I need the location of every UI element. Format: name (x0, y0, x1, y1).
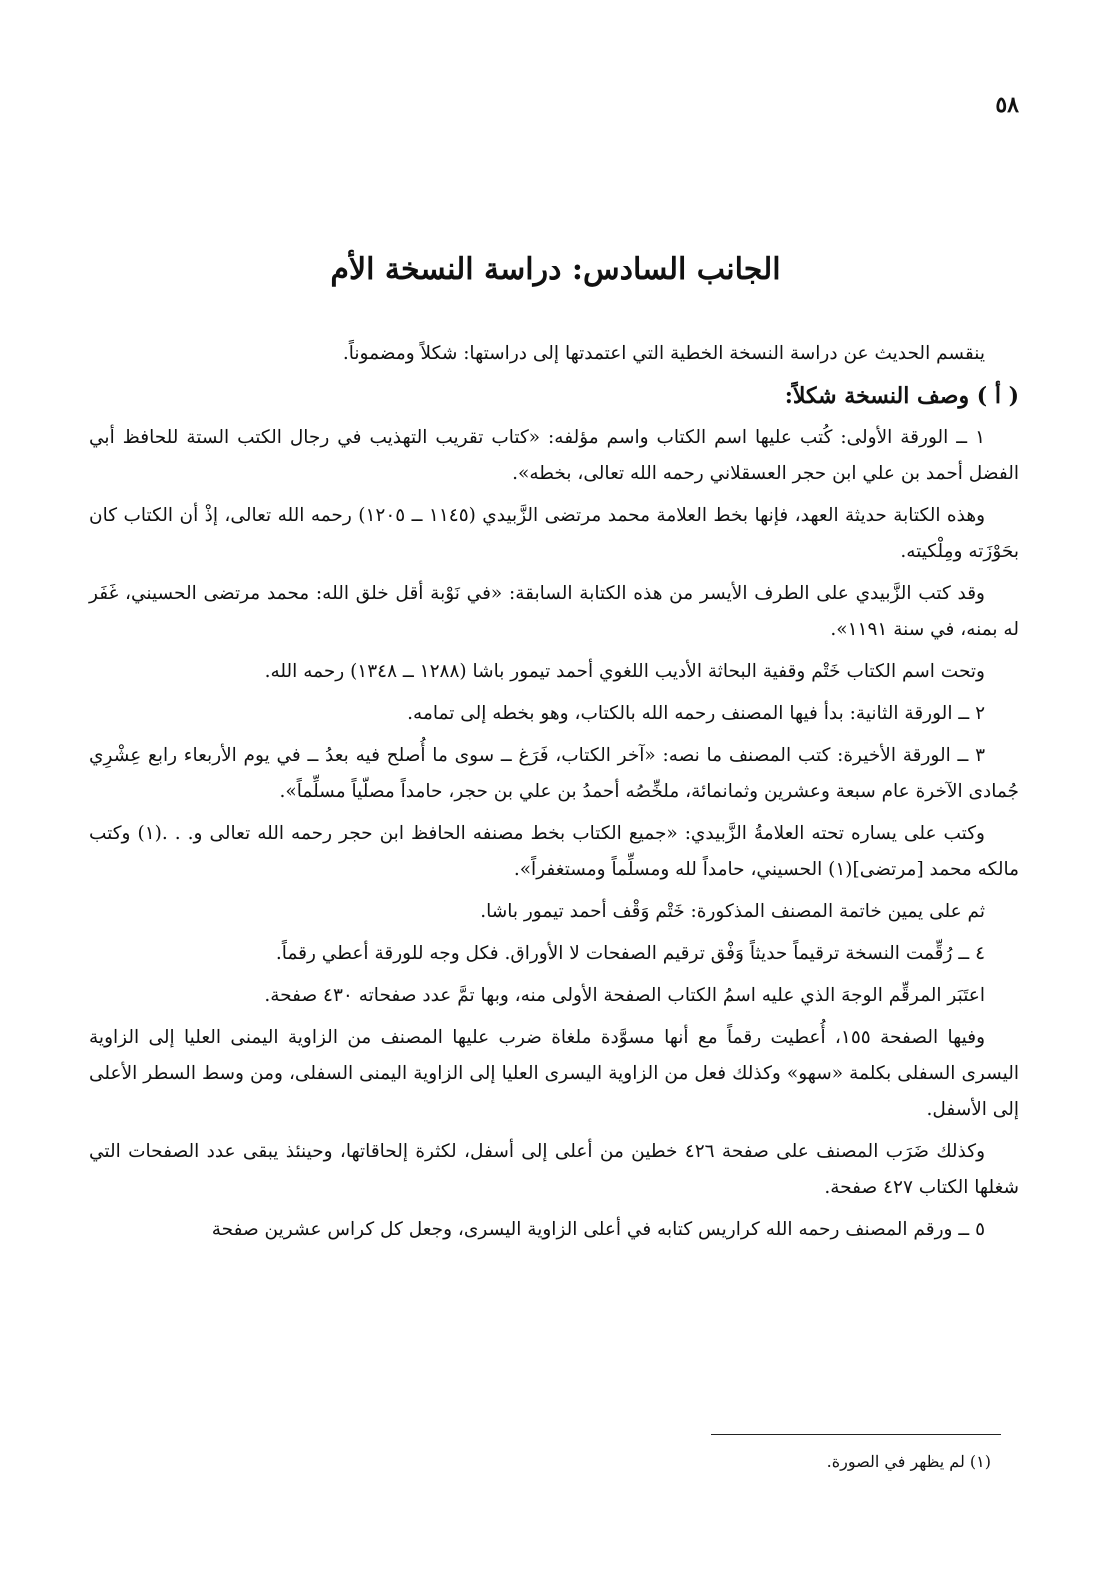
paragraph-item-11: وفيها الصفحة ١٥٥، أُعطيت رقماً مع أنها مسوَّدة ملغاة ضرب عليها المصنف من الزاوية اليمنى العليا إلى الزاوية اليسرى السفلى بكلمة «سهو» وكذلك فعل من الزاوية اليسرى العليا إلى الزاوية اليمنى السفلى، ومن وسط السطر الأعلى إلى الأسفل. (89, 1027, 1019, 1120)
intro-paragraph: ينقسم الحديث عن دراسة النسخة الخطية التي اعتمدتها إلى دراستها: شكلاً ومضموناً. (342, 343, 985, 364)
paragraph-item-6: ٣ ــ الورقة الأخيرة: كتب المصنف ما نصه: «آخر الكتاب، فَرَغ ــ سوى ما أُصلح فيه بعدُ ــ في يوم الأربعاء رابع عِشْرِي جُمادى الآخرة عام سبعة وعشرين وثمانمائة، ملخِّصُه أحمدُ بن علي بن حجر، حامداً مصلّياً مسلِّماً». (89, 745, 1019, 802)
section-heading: ( أ ) وصف النسخة شكلاً: (784, 383, 1019, 409)
footnote: (١) لم يظهر في الصورة. (826, 1452, 991, 1471)
chapter-title: الجانب السادس: دراسة النسخة الأم (330, 252, 781, 287)
paragraph-item-1: ١ ــ الورقة الأولى: كُتب عليها اسم الكتاب واسم مؤلفه: «كتاب تقريب التهذيب في رجال الكتب الستة للحافظ أبي الفضل أحمد بن علي ابن حجر العسقلاني رحمه الله تعالى، بخطه». (89, 427, 1019, 484)
paragraph-item-7: وكتب على يساره تحته العلامةُ الزَّبيدي: «جميع الكتاب بخط مصنفه الحافظ ابن حجر رحمه الله تعالى و. . .(١) وكتب مالكه محمد [مرتضى](١) الحسيني، حامداً لله ومسلِّماً ومستغفراً». (89, 823, 1019, 880)
paragraph-item-2: وهذه الكتابة حديثة العهد، فإنها بخط العلامة محمد مرتضى الزَّبيدي (١١٤٥ ــ ١٢٠٥) رحمه الله تعالى، إذْ أن الكتاب كان بحَوْزَته ومِلْكيته. (89, 505, 1019, 562)
paragraph-item-9: ٤ ــ رُقِّمت النسخة ترقيماً حديثاً وَفْق ترقيم الصفحات لا الأوراق. فكل وجه للورقة أعطي رقماً. (275, 943, 985, 964)
paragraph-item-8: ثم على يمين خاتمة المصنف المذكورة: خَتْم وَقْف أحمد تيمور باشا. (480, 901, 985, 922)
footnote-divider (711, 1434, 1001, 1435)
paragraph-item-4: وتحت اسم الكتاب خَتْم وقفية البحاثة الأديب اللغوي أحمد تيمور باشا (١٢٨٨ ــ ١٣٤٨) رحمه الله. (264, 661, 985, 682)
page-number: ٥٨ (995, 92, 1019, 118)
paragraph-item-13: ٥ ــ ورقم المصنف رحمه الله كراريس كتابه في أعلى الزاوية اليسرى، وجعل كل كراس عشرين صفحة (211, 1219, 985, 1240)
paragraph-item-3: وقد كتب الزَّبيدي على الطرف الأيسر من هذه الكتابة السابقة: «في نَوْبة أقل خلق الله: محمد مرتضى الحسيني، غَفَر له بمنه، في سنة ١١٩١». (89, 583, 1019, 640)
paragraph-item-10: اعتَبَر المرقِّم الوجهَ الذي عليه اسمُ الكتاب الصفحة الأولى منه، وبها تمَّ عدد صفحاته ٤٣٠ صفحة. (264, 985, 985, 1006)
paragraph-item-5: ٢ ــ الورقة الثانية: بدأ فيها المصنف رحمه الله بالكتاب، وهو بخطه إلى تمامه. (407, 703, 985, 724)
page-content (89, 336, 1019, 1254)
paragraph-item-12: وكذلك ضَرَب المصنف على صفحة ٤٢٦ خطين من أعلى إلى أسفل، لكثرة إلحاقاتها، وحينئذ يبقى عدد الصفحات التي شغلها الكتاب ٤٢٧ صفحة. (89, 1141, 1019, 1198)
